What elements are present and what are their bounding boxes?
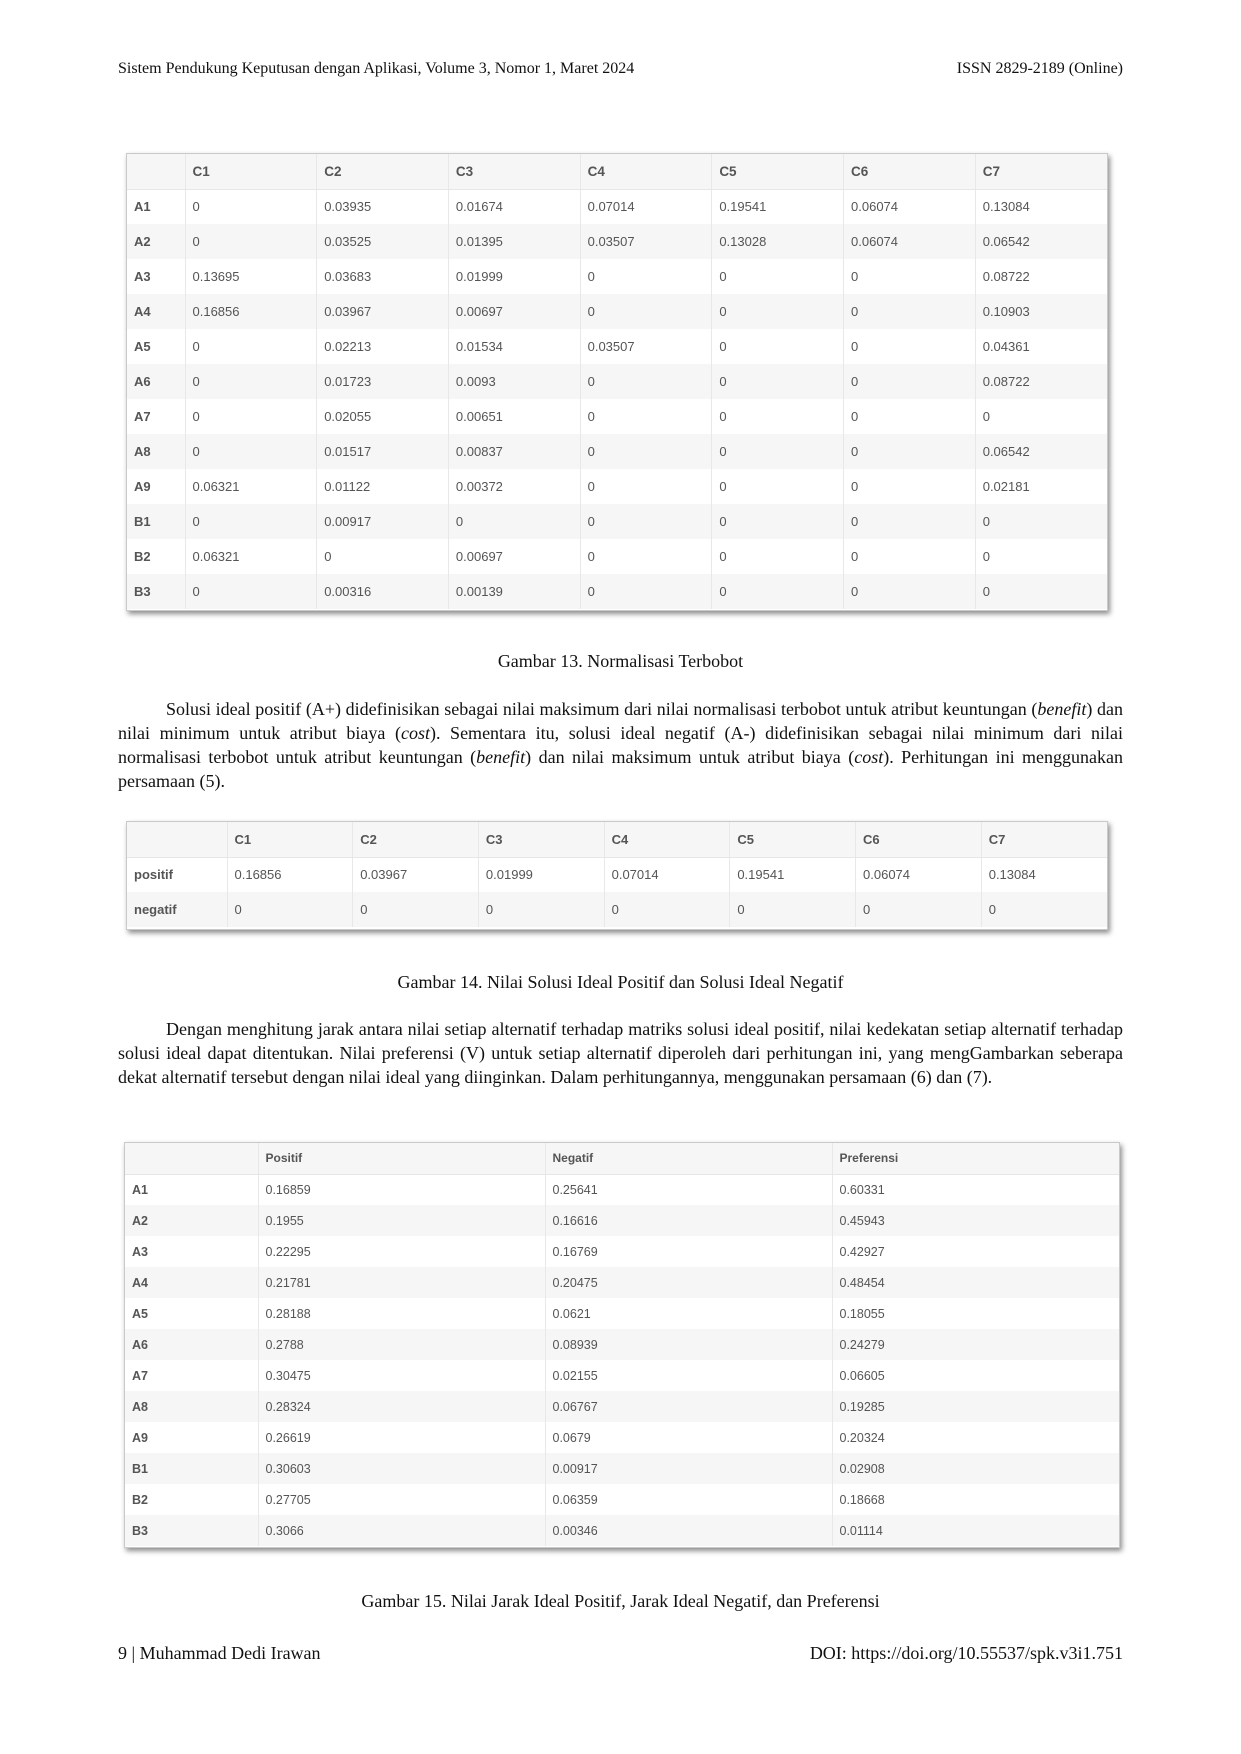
table-cell: 0	[844, 259, 976, 294]
row-label: B1	[125, 1453, 258, 1484]
table-cell: 0	[844, 469, 976, 504]
row-label: A2	[127, 224, 185, 259]
table-cell: 0.16616	[545, 1205, 832, 1236]
row-label: A2	[125, 1205, 258, 1236]
table-cell: 0	[580, 574, 712, 609]
table-cell: 0.28188	[258, 1298, 545, 1329]
table-cell: 0	[185, 224, 317, 259]
corner-cell	[125, 1143, 258, 1174]
table-cell: 0	[317, 539, 449, 574]
table-cell: 0	[185, 329, 317, 364]
table-cell: 0.07014	[580, 189, 712, 224]
row-label: B3	[127, 574, 185, 609]
column-header: Positif	[258, 1143, 545, 1174]
table-cell: 0.02181	[982, 479, 1030, 494]
row-label: A3	[127, 259, 185, 294]
table-cell: 0.45943	[832, 1205, 1119, 1236]
table-figure13	[127, 154, 1107, 609]
table-row	[127, 892, 1107, 927]
table-cell: 0.30603	[258, 1453, 545, 1484]
paragraph-emphasis: benefit	[1037, 699, 1087, 719]
table-row	[125, 1391, 1119, 1422]
table-row	[125, 1236, 1119, 1267]
table-cell: 0.01122	[317, 469, 449, 504]
table-cell: 0.00837	[448, 434, 580, 469]
table-cell: 0.01723	[317, 364, 449, 399]
table-cell: 0	[712, 469, 844, 504]
table-row	[125, 1360, 1119, 1391]
table-cell: 0.42927	[839, 1244, 885, 1259]
table-cell: 0.28324	[258, 1391, 545, 1422]
journal-title: Sistem Pendukung Keputusan dengan Aplikasi, Volume 3, Nomor 1, Maret 2024	[118, 60, 635, 77]
table-cell: 0	[844, 329, 976, 364]
table-row	[127, 539, 1107, 574]
column-header: C4	[604, 822, 730, 857]
table-cell: 0	[712, 574, 844, 609]
issn: ISSN 2829-2189 (Online)	[956, 60, 1123, 77]
table-cell: 0.16859	[258, 1174, 545, 1205]
table-row	[127, 857, 1107, 892]
table-cell: 0.01114	[832, 1515, 1119, 1546]
paragraph-emphasis: cost	[400, 723, 430, 743]
table-cell: 0.20324	[839, 1430, 885, 1445]
table-cell: 0.13028	[712, 224, 844, 259]
table-row	[127, 329, 1107, 364]
table-cell: 0.22295	[258, 1236, 545, 1267]
column-header: C6	[856, 822, 982, 857]
row-label: B1	[127, 504, 185, 539]
table-cell: 0.24279	[832, 1329, 1119, 1360]
table-cell: 0	[844, 294, 976, 329]
table-cell: 0.10903	[975, 294, 1107, 329]
paragraph-emphasis: cost	[854, 747, 884, 767]
table-cell: 0.01534	[448, 329, 580, 364]
row-label: positif	[127, 857, 227, 892]
table-row	[125, 1515, 1119, 1546]
table-cell: 0.06542	[975, 434, 1107, 469]
table-cell: 0	[712, 364, 844, 399]
table-cell: 0.06074	[844, 224, 976, 259]
table-cell: 0	[712, 399, 844, 434]
table-cell: 0	[844, 504, 976, 539]
table-cell: 0.01999	[478, 857, 604, 892]
table-cell: 0	[580, 469, 712, 504]
table-cell: 0.02055	[317, 399, 449, 434]
page-footer	[118, 1643, 1123, 1667]
row-label: negatif	[127, 892, 227, 927]
table-cell: 0	[844, 434, 976, 469]
figure13-caption: Gambar 13. Normalisasi Terbobot	[497, 651, 744, 671]
paragraph-ideal-solution	[118, 697, 1123, 793]
table-cell: 0	[185, 189, 317, 224]
table-cell: 0.00697	[448, 294, 580, 329]
table-cell: 0.00139	[448, 574, 580, 609]
paragraph-emphasis: benefit	[476, 747, 526, 767]
table-row	[125, 1267, 1119, 1298]
row-label: A6	[127, 364, 185, 399]
table-cell: 0.03935	[317, 189, 449, 224]
row-label: A5	[127, 329, 185, 364]
column-header: C5	[730, 822, 856, 857]
table-cell: 0.16769	[545, 1236, 832, 1267]
table-cell: 0.25641	[545, 1174, 832, 1205]
column-header: C7	[975, 154, 1107, 189]
table-cell: 0.06359	[545, 1484, 832, 1515]
row-label: A4	[127, 294, 185, 329]
distance-preference-table	[124, 1142, 1120, 1548]
figure15-caption: Gambar 15. Nilai Jarak Ideal Positif, Jarak Ideal Negatif, dan Preferensi	[361, 1591, 880, 1611]
table-cell: 0.03525	[317, 224, 449, 259]
table-cell: 0.0621	[545, 1298, 832, 1329]
row-label: A1	[125, 1174, 258, 1205]
table-cell: 0.08722	[975, 364, 1107, 399]
table-cell: 0.01517	[317, 434, 449, 469]
table-cell: 0.3066	[258, 1515, 545, 1546]
table-cell: 0.06767	[545, 1391, 832, 1422]
ideal-solution-table	[126, 821, 1108, 930]
table-cell: 0.27705	[258, 1484, 545, 1515]
corner-cell	[127, 822, 227, 857]
column-header: Preferensi	[832, 1143, 1119, 1174]
table-row	[127, 224, 1107, 259]
table-cell: 0.06074	[844, 189, 976, 224]
table-cell: 0.03967	[317, 294, 449, 329]
column-header: C5	[712, 154, 844, 189]
column-header: C1	[227, 822, 353, 857]
table-header-row	[127, 822, 1107, 857]
table-cell: 0	[981, 892, 1107, 927]
table-cell: 0.06605	[839, 1368, 885, 1383]
paragraph-text: ) dan nilai minimum untuk atribut biaya (	[118, 699, 1124, 743]
table-cell: 0.0679	[545, 1422, 832, 1453]
table-cell: 0.00917	[545, 1453, 832, 1484]
table-cell: 0.00697	[448, 539, 580, 574]
table-cell: 0	[227, 892, 353, 927]
table-header-row	[125, 1143, 1119, 1174]
paragraph-preference: Dengan menghitung jarak antara nilai setiap alternatif terhadap matriks solusi ideal positif, nilai kedekatan setiap alternatif terhadap solusi ideal dapat ditentukan. Nilai preferensi (V) untuk setiap alternatif diperoleh dari perhitungan ini, yang mengGambarkan seberapa dekat alternatif tersebut dengan nilai ideal yang diinginkan. Dalam perhitungannya, menggunakan persamaan (6) dan (7).	[118, 1019, 1123, 1087]
table-cell: 0.06321	[185, 469, 317, 504]
table-cell: 0	[185, 574, 317, 609]
table-cell: 0.03967	[353, 857, 479, 892]
table-row	[125, 1484, 1119, 1515]
table-cell: 0.03507	[580, 224, 712, 259]
table-cell: 0.19541	[730, 857, 856, 892]
table-cell: 0.01999	[448, 259, 580, 294]
table-cell: 0.01395	[448, 224, 580, 259]
table-cell: 0	[730, 892, 856, 927]
table-cell: 0	[580, 399, 712, 434]
table-cell: 0	[844, 399, 976, 434]
paragraph-text: ) dan nilai maksimum untuk atribut biaya (	[525, 747, 855, 767]
table-cell: 0.30475	[258, 1360, 545, 1391]
table-cell: 0	[982, 549, 990, 564]
table-cell: 0	[712, 329, 844, 364]
column-header: C6	[844, 154, 976, 189]
row-label: A7	[125, 1360, 258, 1391]
table-cell: 0.02213	[317, 329, 449, 364]
paragraph-text: ). Perhitungan ini menggunakan persamaan (5).	[118, 747, 1124, 791]
table-cell: 0	[580, 539, 712, 574]
table-cell: 0	[982, 409, 990, 424]
paragraph-text: ). Sementara itu, solusi ideal negatif (A-) didefinisikan sebagai nilai minimum dari nilai normalisasi terbobot untuk atribut keuntungan (	[118, 723, 1123, 767]
table-cell: 0	[580, 364, 712, 399]
table-cell: 0.13695	[185, 259, 317, 294]
row-label: A3	[125, 1236, 258, 1267]
table-cell: 0.03507	[580, 329, 712, 364]
table-row	[127, 294, 1107, 329]
row-label: A8	[125, 1391, 258, 1422]
row-label: B3	[125, 1515, 258, 1546]
column-header: C2	[317, 154, 449, 189]
table-row	[127, 574, 1107, 609]
table-figure15	[125, 1143, 1119, 1546]
table-cell: 0.08939	[545, 1329, 832, 1360]
table-cell: 0.0093	[448, 364, 580, 399]
doi-text: DOI: https://doi.org/10.55537/spk.v3i1.751	[809, 1643, 1123, 1663]
column-header: C2	[353, 822, 479, 857]
table-cell: 0.00346	[545, 1515, 832, 1546]
column-header: C7	[981, 822, 1107, 857]
table-cell: 0.26619	[258, 1422, 545, 1453]
row-label: A1	[127, 189, 185, 224]
table-row	[127, 189, 1107, 224]
table-cell: 0.1955	[258, 1205, 545, 1236]
column-header: C4	[580, 154, 712, 189]
table-cell: 0.03683	[317, 259, 449, 294]
table-row	[125, 1422, 1119, 1453]
table-cell: 0.13084	[988, 867, 1036, 883]
table-cell: 0.19541	[712, 189, 844, 224]
table-cell: 0.2788	[258, 1329, 545, 1360]
table-cell: 0.06074	[856, 857, 982, 892]
table-cell: 0.16856	[227, 857, 353, 892]
table-cell: 0	[185, 504, 317, 539]
table-cell: 0	[580, 434, 712, 469]
table-row	[125, 1329, 1119, 1360]
paragraph-text: Solusi ideal positif (A+) didefinisikan sebagai nilai maksimum dari nilai normalisasi terbobot untuk atribut keuntungan (	[166, 699, 1038, 719]
table-row	[127, 364, 1107, 399]
column-header: Negatif	[545, 1143, 832, 1174]
table-cell: 0	[604, 892, 730, 927]
table-row	[127, 259, 1107, 294]
table-row	[127, 434, 1107, 469]
table-cell: 0.20475	[545, 1267, 832, 1298]
table-cell: 0	[185, 399, 317, 434]
table-cell: 0.18668	[839, 1492, 885, 1507]
table-cell: 0.02908	[832, 1453, 1119, 1484]
table-cell: 0.08722	[982, 269, 1030, 284]
table-cell: 0.13084	[982, 199, 1030, 215]
table-cell: 0.16856	[185, 294, 317, 329]
row-label: A8	[127, 434, 185, 469]
table-cell: 0	[975, 574, 1107, 609]
table-cell: 0	[185, 434, 317, 469]
table-row	[125, 1174, 1119, 1205]
table-cell: 0.06542	[975, 224, 1107, 259]
table-cell: 0.02155	[545, 1360, 832, 1391]
row-label: A9	[127, 469, 185, 504]
table-row	[127, 504, 1107, 539]
column-header: C3	[448, 154, 580, 189]
table-cell: 0	[478, 892, 604, 927]
table-cell: 0.00316	[317, 574, 449, 609]
table-cell: 0	[856, 892, 982, 927]
table-cell: 0.18055	[839, 1306, 885, 1321]
row-label: A5	[125, 1298, 258, 1329]
table-row	[125, 1298, 1119, 1329]
table-cell: 0	[580, 294, 712, 329]
table-cell: 0.21781	[258, 1267, 545, 1298]
table-cell: 0.07014	[604, 857, 730, 892]
table-cell: 0	[712, 504, 844, 539]
column-header: C1	[185, 154, 317, 189]
table-cell: 0	[844, 574, 976, 609]
table-header-row	[127, 154, 1107, 189]
table-cell: 0	[712, 434, 844, 469]
table-figure14	[127, 822, 1107, 927]
row-label: A4	[125, 1267, 258, 1298]
row-label: A6	[125, 1329, 258, 1360]
table-cell: 0.01674	[448, 189, 580, 224]
table-cell: 0	[185, 364, 317, 399]
column-header: C3	[478, 822, 604, 857]
table-cell: 0	[448, 504, 580, 539]
row-label: A7	[127, 399, 185, 434]
table-cell: 0.00372	[448, 469, 580, 504]
corner-cell	[127, 154, 185, 189]
table-cell: 0	[580, 504, 712, 539]
row-label: B2	[127, 539, 185, 574]
table-cell: 0	[844, 364, 976, 399]
row-label: A9	[125, 1422, 258, 1453]
table-cell: 0	[353, 892, 479, 927]
running-header	[118, 60, 1123, 82]
table-cell: 0.04361	[982, 339, 1030, 354]
table-cell: 0	[580, 259, 712, 294]
table-cell: 0.19285	[832, 1391, 1119, 1422]
figure14-caption: Gambar 14. Nilai Solusi Ideal Positif dan Solusi Ideal Negatif	[397, 972, 844, 992]
table-cell: 0.48454	[832, 1267, 1119, 1298]
table-row	[125, 1205, 1119, 1236]
table-row	[127, 469, 1107, 504]
page-number-author: 9 | Muhammad Dedi Irawan	[118, 1643, 321, 1663]
table-cell: 0	[975, 504, 1107, 539]
table-cell: 0	[844, 539, 976, 574]
table-cell: 0.00651	[448, 399, 580, 434]
normalized-weighted-table	[126, 153, 1108, 611]
table-row	[125, 1453, 1119, 1484]
table-cell: 0.00917	[317, 504, 449, 539]
table-cell: 0.06321	[185, 539, 317, 574]
row-label: B2	[125, 1484, 258, 1515]
table-cell: 0	[712, 294, 844, 329]
table-row	[127, 399, 1107, 434]
table-cell: 0	[712, 259, 844, 294]
table-cell: 0.60331	[839, 1182, 885, 1197]
table-cell: 0	[712, 539, 844, 574]
